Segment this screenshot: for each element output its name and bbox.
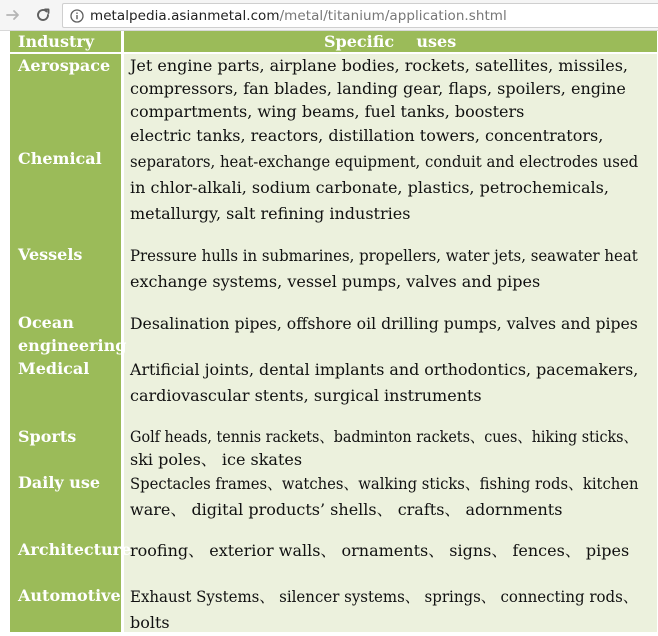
industry-architecture: Architecture	[18, 540, 132, 559]
uses-medical	[130, 357, 638, 409]
url-text	[90, 8, 507, 24]
uses-line: Jet engine parts, airplane bodies, rockets, satellites, missiles,	[130, 56, 628, 75]
browser-toolbar	[0, 0, 658, 31]
uses-line: compartments, wing beams, fuel tanks, boosters	[130, 102, 525, 121]
uses-line: Artificial joints, dental implants and orthodontics, pacemakers,	[130, 360, 639, 379]
industry-engineering-line: engineering	[18, 336, 127, 355]
industry-daily-use: Daily use	[18, 473, 101, 492]
uses-line: Desalination pipes, offshore oil drilling pumps, valves and pipes	[130, 314, 638, 333]
uses-architecture	[130, 538, 638, 564]
uses-line: Golf heads, tennis rackets、badminton rackets、cues、hiking sticks、	[130, 427, 638, 446]
uses-automotive	[130, 584, 638, 636]
uses-line: in chlor-alkali, sodium carbonate, plastics, petrochemicals,	[130, 178, 609, 197]
uses-sports	[130, 425, 638, 471]
industry-medical: Medical	[18, 359, 90, 378]
uses-line: compressors, fan blades, landing gear, flaps, spoilers, engine	[130, 79, 626, 98]
industry-ocean-line: Ocean	[18, 313, 74, 332]
industry-vessels: Vessels	[18, 245, 83, 264]
uses-line: metallurgy, salt refining industries	[130, 204, 411, 223]
uses-daily-use	[130, 471, 638, 523]
uses-line: Exhaust Systems、 silencer systems、 springs、 connecting rods、	[130, 587, 638, 606]
uses-line: exchange systems, vessel pumps, valves and pipes	[130, 272, 541, 291]
uses-vessels	[130, 243, 638, 295]
uses-aerospace	[130, 54, 638, 123]
url-host: metalpedia.asianmetal.com	[90, 7, 280, 24]
uses-chemical	[130, 123, 638, 227]
industry-automotive: Automotive	[18, 586, 121, 605]
url-path: /metal/titanium/application.shtml	[279, 7, 507, 24]
forward-arrow-icon[interactable]	[2, 4, 24, 26]
uses-line: bolts	[130, 613, 170, 632]
uses-line: ware、 digital products’ shells、 crafts、 adornments	[130, 500, 563, 519]
titanium-applications-table	[10, 31, 657, 632]
industry-aerospace: Aerospace	[18, 56, 111, 75]
header-industry: Industry	[18, 32, 95, 51]
uses-ocean-engineering	[130, 311, 638, 337]
uses-line: Pressure hulls in submarines, propellers, water jets, seawater heat	[130, 246, 638, 265]
address-bar[interactable]	[62, 3, 658, 28]
reload-icon[interactable]	[32, 4, 54, 26]
industry-sports: Sports	[18, 427, 77, 446]
uses-line: Spectacles frames、watches、walking sticks、fishing rods、kitchen	[130, 474, 639, 493]
industry-ocean-engineering	[18, 311, 126, 357]
uses-line: roofing、 exterior walls、 ornaments、 signs、 fences、 pipes	[130, 541, 630, 560]
uses-line: ski poles、 ice skates	[130, 450, 303, 469]
header-specific-uses: Specific uses	[324, 32, 457, 51]
info-icon[interactable]	[69, 8, 84, 23]
uses-line: separators, heat-exchange equipment, conduit and electrodes used	[130, 152, 639, 171]
uses-line: cardiovascular stents, surgical instruments	[130, 386, 482, 405]
uses-line: electric tanks, reactors, distillation towers, concentrators,	[130, 126, 604, 145]
industry-chemical: Chemical	[18, 149, 102, 168]
